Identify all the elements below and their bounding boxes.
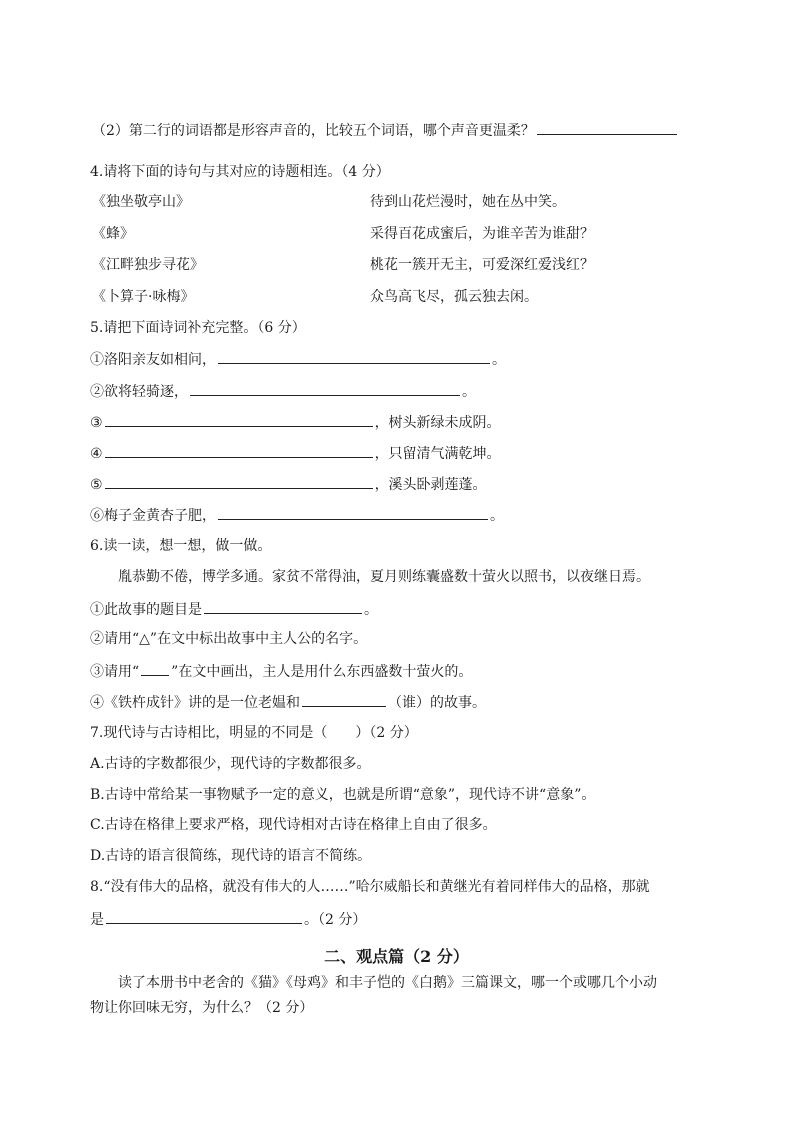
question-5-title: 5.请把下面诗词补充完整。（6 分） <box>90 320 306 336</box>
question-6-4-post: （谁）的故事。 <box>388 695 486 711</box>
question-7-title: 7.现代诗与古诗相比，明显的不同是（ ）（2 分） <box>90 725 418 741</box>
answer-blank[interactable] <box>204 599 362 614</box>
poem-line-3: 桃花一簇开无主，可爱深红爱浅红？ <box>370 257 594 273</box>
fill-item-6-post: 。 <box>490 508 504 524</box>
question-8-post: 。（2 分） <box>304 912 367 928</box>
section-heading: 二、观点篇（2 分） <box>324 947 469 966</box>
fill-item-4 <box>90 443 501 463</box>
answer-blank[interactable] <box>218 505 488 520</box>
poem-line-4: 众鸟高飞尽，孤云独去闲。 <box>370 289 538 305</box>
option-d: D.古诗的语言很简练，现代诗的语言不简练。 <box>90 848 372 864</box>
option-b: B.古诗中常给某一事物赋予一定的意义，也就是所谓“意象”，现代诗不讲“意象”。 <box>90 787 596 803</box>
fill-item-3 <box>90 412 501 432</box>
question-6-title: 6.读一读，想一想，做一做。 <box>90 538 272 554</box>
fill-item-1-post: 。 <box>492 352 506 368</box>
poem-title-3: 《江畔独步寻花》 <box>92 257 204 273</box>
fill-item-4-pre: ④ <box>90 446 103 462</box>
section-2-line1: 读了本册书中老舍的《猫》《母鸡》和丰子恺的《白鹅》三篇课文，哪一个或哪几个小动 <box>118 975 657 991</box>
question-8-pre: 是 <box>90 912 104 928</box>
fill-item-2-post: 。 <box>462 384 476 400</box>
fill-item-5-post: ，溪头卧剥莲蓬。 <box>374 477 487 493</box>
poem-line-2: 采得百花成蜜后，为谁辛苦为谁甜？ <box>370 226 594 242</box>
question-6-3 <box>90 661 472 681</box>
poem-title-4: 《卜算子·咏梅》 <box>92 289 195 305</box>
poem-line-1: 待到山花烂漫时，她在丛中笑。 <box>370 194 566 210</box>
question-6-1-post: 。 <box>364 602 378 618</box>
question-6-2: ②请用“△”在文中标出故事中主人公的名字。 <box>90 631 368 647</box>
fill-item-5 <box>90 474 487 494</box>
answer-blank[interactable] <box>105 412 373 427</box>
question-4-title: 4.请将下面的诗句与其对应的诗题相连。（4 分） <box>90 164 390 180</box>
question-8-line2 <box>90 909 366 929</box>
option-c: C.古诗在格律上要求严格，现代诗相对古诗在格律上自由了很多。 <box>90 817 497 833</box>
fill-item-3-pre: ③ <box>90 415 103 431</box>
poem-title-2: 《蜂》 <box>92 226 134 242</box>
poem-title-1: 《独坐敬亭山》 <box>92 194 190 210</box>
question-6-3-post: ”在文中画出，主人是用什么东西盛数十萤火的。 <box>171 664 473 680</box>
fill-item-1-pre: ①洛阳亲友如相问， <box>90 352 216 368</box>
fill-item-5-pre: ⑤ <box>90 477 103 493</box>
question-3-2-text: （2）第二行的词语都是形容声音的，比较五个词语，哪个声音更温柔？ <box>92 123 535 139</box>
section-2-line2: 物让你回味无穷，为什么？（2 分） <box>90 1000 314 1016</box>
question-6-1-pre: ①此故事的题目是 <box>90 602 202 618</box>
question-8-line1: 8.“没有伟大的品格，就没有伟大的人……”哈尔威船长和黄继光有着同样伟大的品格，那就 <box>90 879 650 895</box>
question-6-4-pre: ④《铁杵成针》讲的是一位老媪和 <box>90 695 300 711</box>
fill-item-2 <box>90 381 476 401</box>
question-3-2 <box>92 120 679 140</box>
fill-item-1 <box>90 349 506 369</box>
answer-blank[interactable] <box>106 909 302 924</box>
question-6-1 <box>90 599 378 619</box>
answer-blank[interactable] <box>537 120 677 135</box>
answer-blank[interactable] <box>190 381 460 396</box>
fill-item-3-post: ，树头新绿未成阴。 <box>374 415 501 431</box>
answer-blank[interactable] <box>105 474 373 489</box>
fill-item-2-pre: ②欲将轻骑逐， <box>90 384 188 400</box>
fill-item-6 <box>90 505 504 525</box>
answer-blank[interactable] <box>302 692 386 707</box>
option-a: A.古诗的字数都很少，现代诗的字数都很多。 <box>90 756 371 772</box>
fill-item-4-post: ，只留清气满乾坤。 <box>374 446 501 462</box>
answer-blank[interactable] <box>218 349 490 364</box>
reading-passage: 胤恭勤不倦，博学多通。家贫不常得油，夏月则练囊盛数十萤火以照书，以夜继日焉。 <box>118 569 650 585</box>
underline-sample <box>141 661 169 676</box>
question-6-4 <box>90 692 486 712</box>
fill-item-6-pre: ⑥梅子金黄杏子肥， <box>90 508 216 524</box>
answer-blank[interactable] <box>105 443 373 458</box>
question-6-3-pre: ③请用“ <box>90 664 140 680</box>
